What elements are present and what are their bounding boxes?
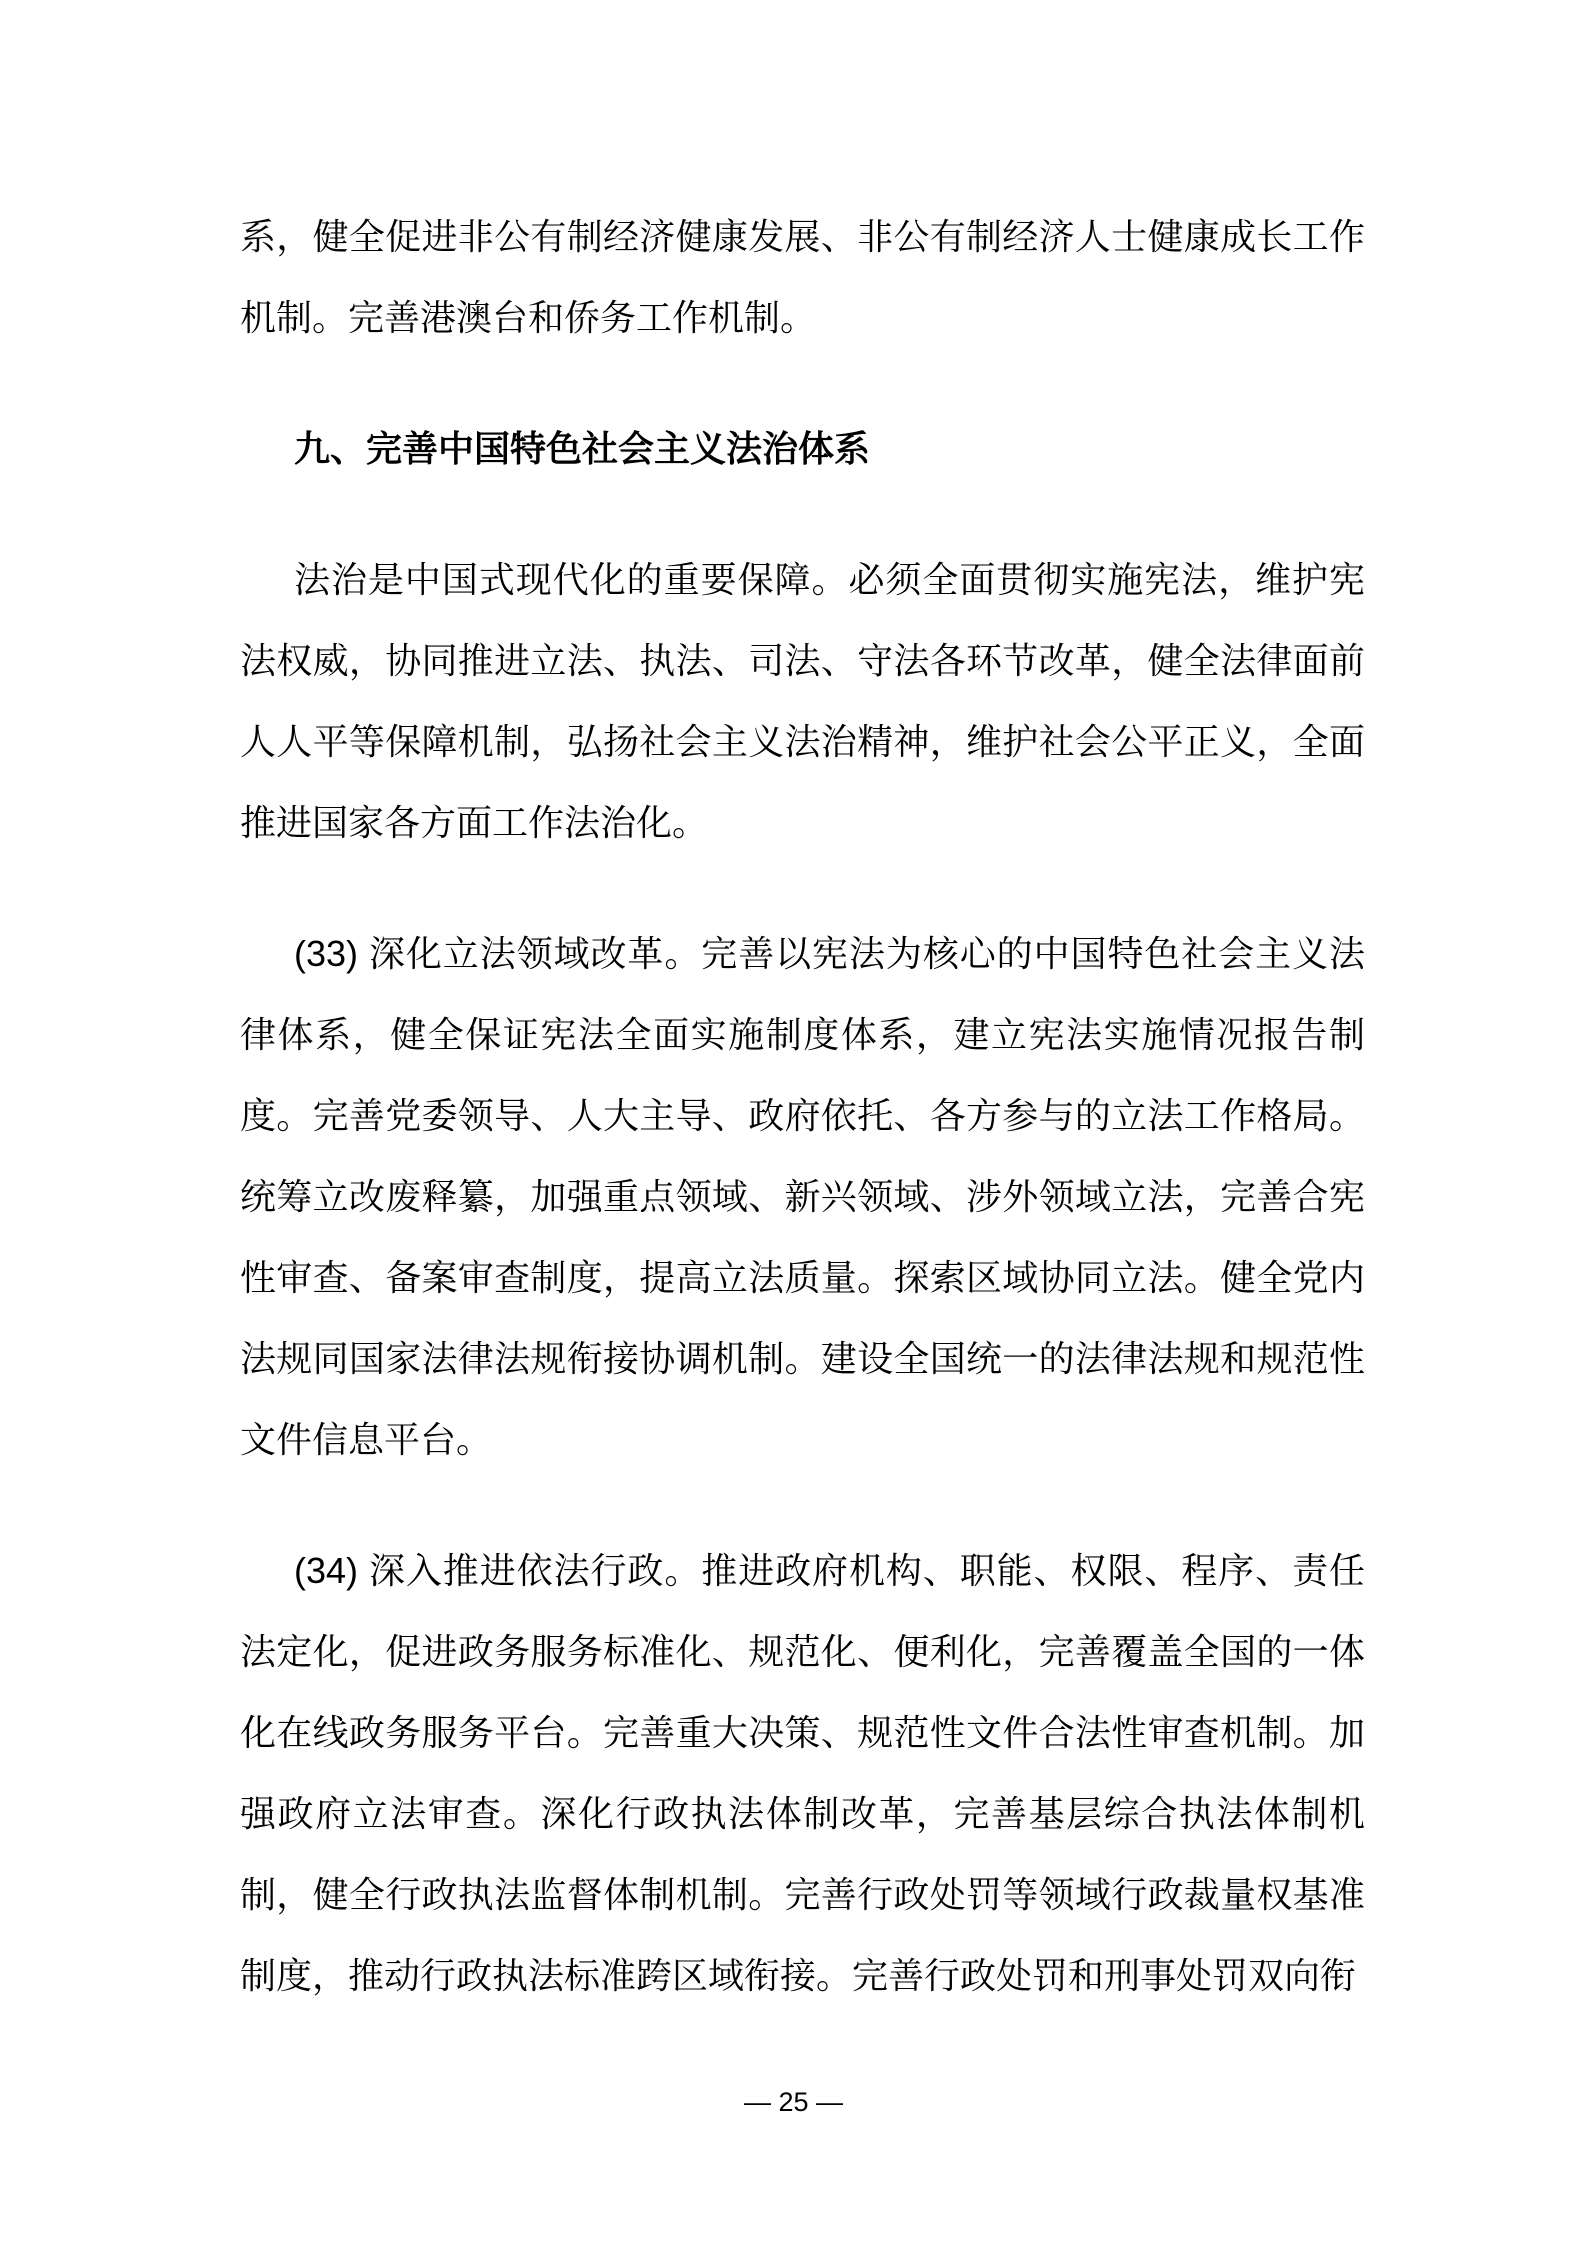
paragraph-continuation: 系，健全促进非公有制经济健康发展、非公有制经济人士健康成长工作机制。完善港澳台和侨务工作机制。 (240, 216, 1365, 338)
page-content (240, 196, 1365, 2016)
page-number: — 25 — (743, 2087, 844, 2117)
section-heading: 九、完善中国特色社会主义法治体系 (294, 428, 871, 469)
paragraph: (33) 深化立法领域改革。完善以宪法为核心的中国特色社会主义法律体系，健全保证宪法全面实施制度体系，建立宪法实施情况报告制度。完善党委领导、人大主导、政府依托、各方参与的立法工作格局。统筹立改废释纂，加强重点领域、新兴领域、涉外领域立法，完善合宪性审查、备案审查制度，提高立法质量。探索区域协同立法。健全党内法规同国家法律法规衔接协调机制。建设全国统一的法律法规和规范性文件信息平台。 (240, 933, 1365, 1460)
paragraph: (34) 深入推进依法行政。推进政府机构、职能、权限、程序、责任法定化，促进政务服务标准化、规范化、便利化，完善覆盖全国的一体化在线政务服务平台。完善重大决策、规范性文件合法性审查机制。加强政府立法审查。深化行政执法体制改革，完善基层综合执法体制机制，健全行政执法监督体制机制。完善行政处罚等领域行政裁量权基准制度，推动行政执法标准跨区域衔接。完善行政处罚和刑事处罚双向衔 (240, 1550, 1365, 1996)
paragraph: 法治是中国式现代化的重要保障。必须全面贯彻实施宪法，维护宪法权威，协同推进立法、执法、司法、守法各环节改革，健全法律面前人人平等保障机制，弘扬社会主义法治精神，维护社会公平正义，全面推进国家各方面工作法治化。 (240, 559, 1365, 843)
